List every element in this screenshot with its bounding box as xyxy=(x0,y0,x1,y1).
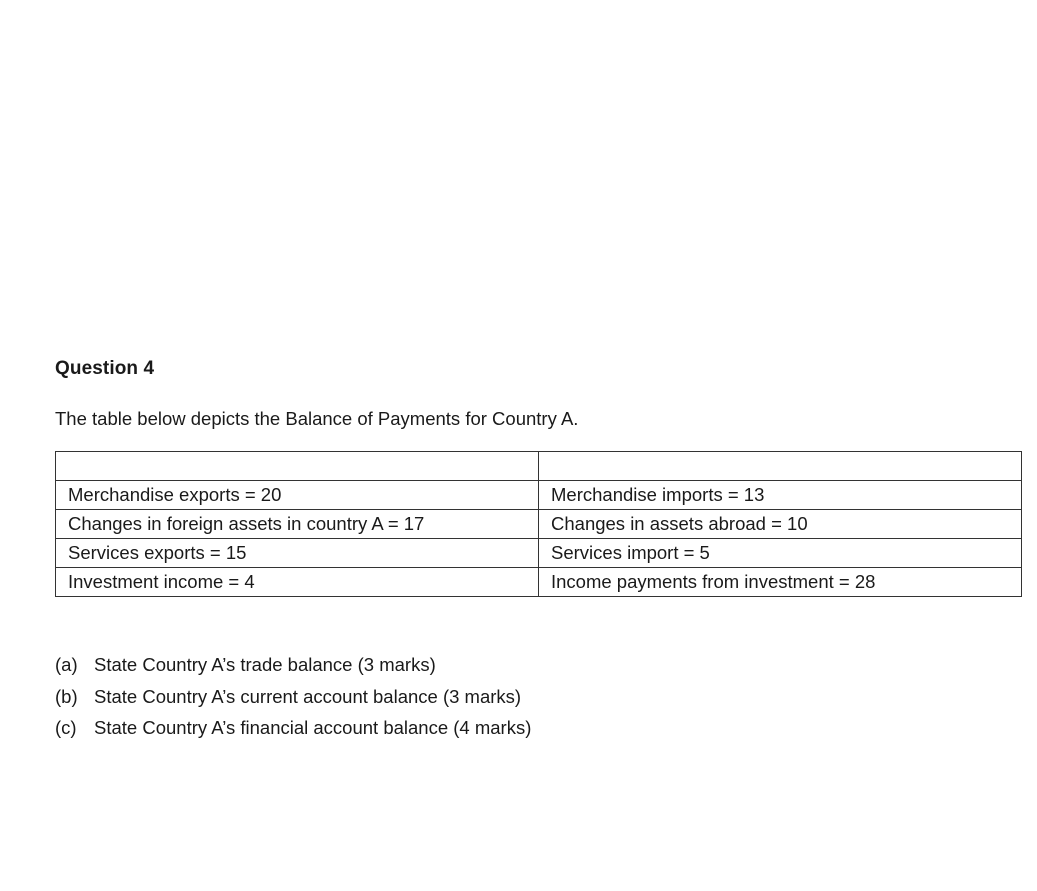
part-text: State Country A’s financial account balance (4 marks) xyxy=(94,717,532,738)
part-marker: (a) xyxy=(55,654,78,675)
table-cell-credit: Changes in foreign assets in country A = 17 xyxy=(56,510,539,539)
table-cell-debit: Services import = 5 xyxy=(539,539,1022,568)
question-part-c xyxy=(55,716,531,748)
table-header-row xyxy=(56,452,1022,481)
table-row xyxy=(56,539,1022,568)
table-cell-debit: Changes in assets abroad = 10 xyxy=(539,510,1022,539)
question-parts-list xyxy=(55,653,531,748)
question-heading: Question 4 xyxy=(55,358,155,379)
part-marker: (b) xyxy=(55,685,78,707)
part-marker: (c) xyxy=(55,717,77,738)
part-text: State Country A’s current account balance (3 marks) xyxy=(94,685,522,707)
table-cell-credit: Services exports = 15 xyxy=(56,539,539,568)
table-header-cell-left xyxy=(56,452,539,481)
table-cell-debit: Income payments from investment = 28 xyxy=(539,568,1022,597)
question-part-b xyxy=(55,685,531,717)
part-text: State Country A’s trade balance (3 marks) xyxy=(94,654,436,675)
table-header-cell-right xyxy=(539,452,1022,481)
table-row xyxy=(56,481,1022,510)
table-row xyxy=(56,568,1022,597)
table-row xyxy=(56,510,1022,539)
question-part-a xyxy=(55,653,531,685)
table-cell-credit: Investment income = 4 xyxy=(56,568,539,597)
table-cell-credit: Merchandise exports = 20 xyxy=(56,481,539,510)
balance-of-payments-table xyxy=(55,451,1022,597)
table-cell-debit: Merchandise imports = 13 xyxy=(539,481,1022,510)
question-intro: The table below depicts the Balance of Payments for Country A. xyxy=(55,408,579,429)
